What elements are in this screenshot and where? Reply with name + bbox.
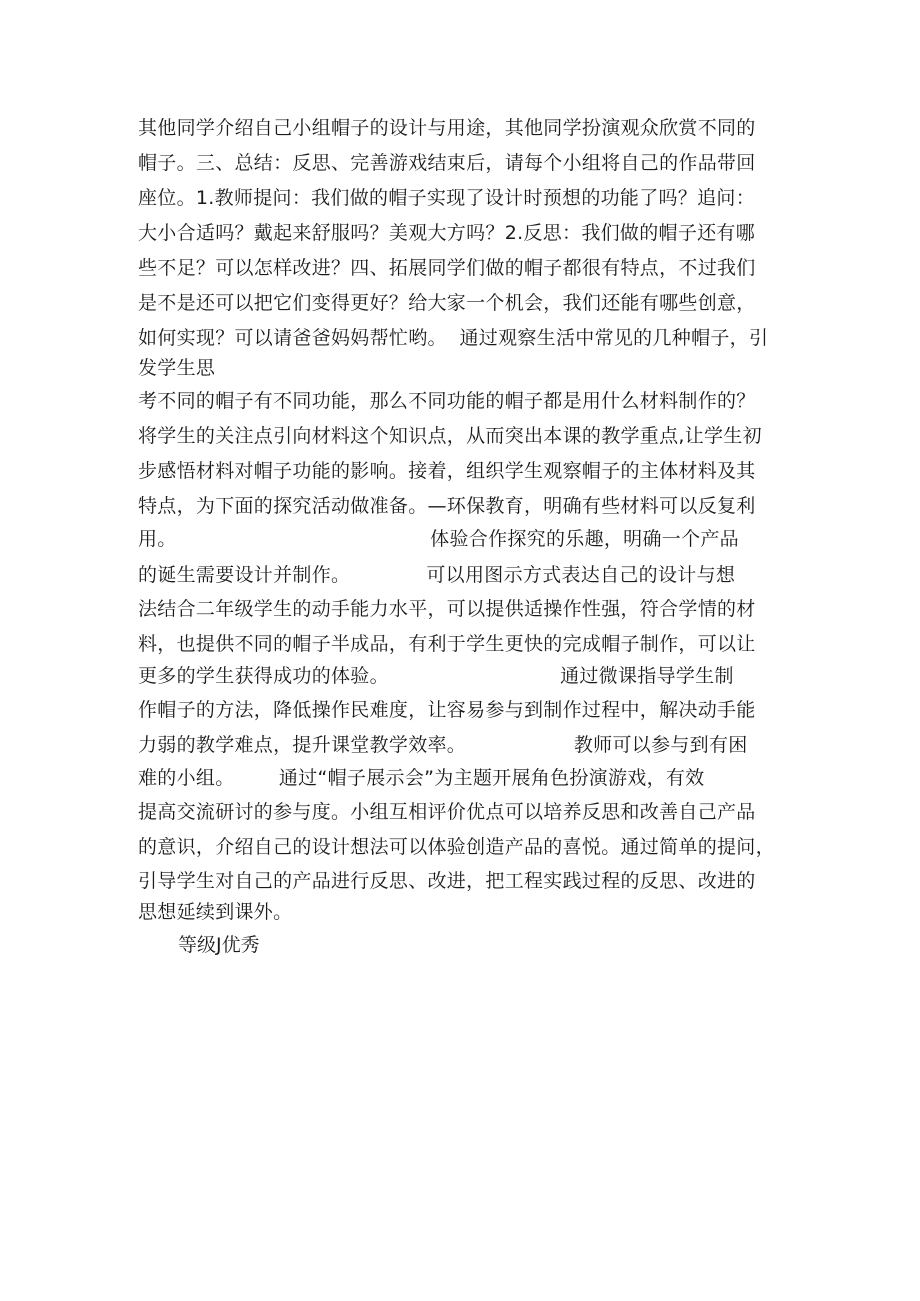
grade-label: 等级J优秀 xyxy=(178,934,260,956)
body-text-line: 力弱的教学难点，提升课堂教学效率。 教师可以参与到有困 xyxy=(138,734,748,756)
body-text-line: 考不同的帽子有不同功能，那么不同功能的帽子都是用什么材料制作的？ xyxy=(138,390,756,412)
body-text-line: 引导学生对自己的产品进行反思、改进，把工程实践过程的反思、改进的 xyxy=(138,870,756,892)
body-text-line: 些不足？可以怎样改进？四、拓展同学们做的帽子都很有特点，不过我们 xyxy=(138,257,756,279)
body-text-line: 座位。1.教师提问：我们做的帽子实现了设计时预想的功能了吗？追问： xyxy=(138,187,756,209)
body-text-line: 用。 体验合作探究的乐趣，明确一个产品 xyxy=(138,528,739,550)
body-text-line: 的诞生需要设计并制作。 可以用图示方式表达自己的设计与想 xyxy=(138,564,736,586)
body-text-line: 思想延续到课外。 xyxy=(138,901,293,923)
body-text-line: 法结合二年级学生的动手能力水平，可以提供适操作性强，符合学情的材 xyxy=(138,598,756,620)
body-text-line: 如何实现？可以请爸爸妈妈帮忙哟。 通过观察生活中常见的几种帽子，引 xyxy=(138,327,769,349)
body-text-line: 更多的学生获得成功的体验。 通过微课指导学生制 xyxy=(138,665,734,687)
body-text-line: 难的小组。 通过“帽子展示会”为主题开展角色扮演游戏，有效 xyxy=(138,767,705,789)
body-text-line: 作帽子的方法，降低操作民难度，让容易参与到制作过程中，解决动手能 xyxy=(138,699,756,721)
body-text-line: 提高交流研讨的参与度。小组互相评价优点可以培养反思和改善自己产品 xyxy=(138,801,756,823)
body-text-line: 是不是还可以把它们变得更好？给大家一个机会，我们还能有哪些创意， xyxy=(138,292,756,314)
body-text-line: 步感悟材料对帽子功能的影响。接着，组织学生观察帽子的主体材料及其 xyxy=(138,460,756,482)
body-text-line: 的意识，介绍自己的设计想法可以体验创造产品的喜悦。通过简单的提问， xyxy=(138,836,775,858)
body-text-line: 将学生的关注点引向材料这个知识点，从而突出本课的教学重点,让学生初 xyxy=(138,425,762,447)
body-text-line: 大小合适吗？戴起来舒服吗？美观大方吗？2.反思：我们做的帽子还有哪 xyxy=(138,222,756,244)
body-text-line: 特点，为下面的探究活动做准备。—环保教育，明确有些材料可以反复利 xyxy=(138,495,756,517)
body-text-line: 其他同学介绍自己小组帽子的设计与用途，其他同学扮演观众欣赏不同的 xyxy=(138,117,756,139)
body-text-line: 料，也提供不同的帽子半成品，有利于学生更快的完成帽子制作，可以让 xyxy=(138,633,756,655)
body-text-line: 帽子。三、总结：反思、完善游戏结束后，请每个小组将自己的作品带回 xyxy=(138,152,756,174)
body-text-line: 发学生思 xyxy=(138,357,216,379)
